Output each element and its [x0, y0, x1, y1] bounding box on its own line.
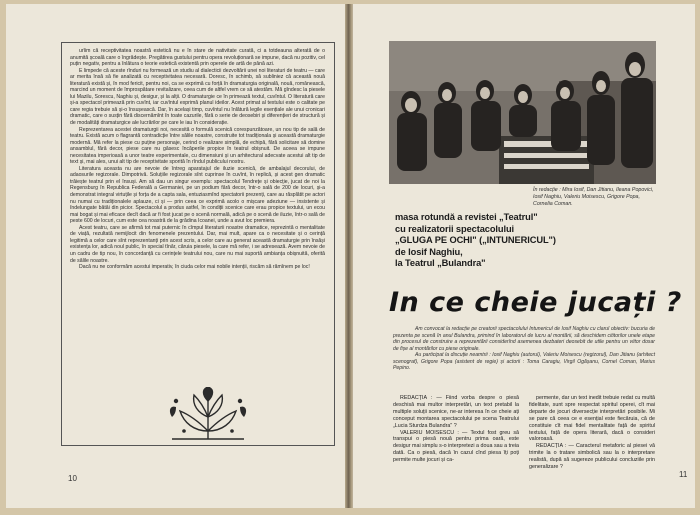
- heading-line: „GLUGA PE OCHI" („INTUNERICUL"): [395, 235, 556, 245]
- column-paragraph: VALERIU MOISESCU : — Textul fost greu să transpui o piesă nouă pentru prima oară, este desigur mai simplu s-o interpretezi a doua sau a treia dată. Ca o piesă, dacă în cazul cînd piesa îți poți permite multe jocuri și ca-: [393, 429, 519, 464]
- left-paragraph: Acest teatru, care se afirmă tot mai puternic în cîmpul literaturii noastre dramatice, reprezintă o mentalitate de viață, rezultată nemijlocit din fenomenele prezentului. Dar, mai mult, apare ca o necesitate și o cerință legitimă a celor care sînt reprezentanți prin acest scris, a celor care au generat această dramaturgie prin însăși existența lor, adică noul public, în special tînăr, căruia piesele, la care mă refer, i se adresează. Avem nevoie de un cadru de tip nou, în concordanță cu cerințele teatrului nou, care nu mai suportă ambianța obișnuită, oferită de sălile noastre.: [70, 224, 325, 264]
- book-gutter: [345, 4, 352, 508]
- left-paragraph: urîim că receptivitatea noastră estetică nu e în stare de nativitate curată, ci a totdeauna alterată de o anumită școală care o îngrădește. Pregătirea gustului pentru opera revoluționară se impune, dacă nu pozitiv, cel puțin negativ, pentru a înlătura o teorie estetică existentă prin operele de artă de până azi.: [70, 48, 325, 68]
- column-paragraph: REDACȚIA : — Fiind vorba despre o piesă deschisă mai multor interpretări, un text pretabil la multiple soluții scenice, ne-ar interesa în ce cheie ați conceput montarea spectacolului pe scena Teatrului „Lucia Sturdza Bulandra" ?: [393, 395, 519, 429]
- heading-line: la Teatrul „Bulandra": [395, 258, 486, 268]
- article-column-left: [393, 395, 519, 473]
- group-photo-image: [389, 41, 656, 184]
- right-page: [352, 4, 695, 508]
- left-page: [6, 4, 346, 508]
- floral-ornament-icon: [164, 387, 252, 442]
- heading-line: de Iosif Naghiu,: [395, 246, 463, 257]
- intro-paragraph: Am convocat la redacție pe creatorii spectacolului Intunericul de Iosif Naghiu cu clarul obiectiv: bucuria de prezenta pe scenă în anul Bulandra, primind în laboratorul de lucru al montării, să deschidem cititorilor unele etape din procesul de construire a reprezentării considerînd asemenea dezbateri deosebit de utile pentru un viitor dosar de fișe al montărilor cu piese originale.: [393, 326, 655, 352]
- left-paragraph: Dacă nu ne conformăm acestui imperativ, în ciuda celor mai nobile intenții, riscăm să rămînem pe loc!: [79, 264, 310, 271]
- left-paragraph: E limpede că aceste rînduri nu formează un studiu al dialecticii dezvoltării unei noi literaturi de teatru — care ar merita însă să fie analizată cu receptivitatea necesară. Doresc, în schimb, să subliniez că această nouă literatură există și, în mod fericit, pentru noi, ca se exprimă cu forță în dramaturgia originală, nouă, românească, marcind un moment de împrospătare revitalizare, ceea cum de altfel vrem ce să atestăm. Mă gîndesc la piesele lui Mazilu, Sorescu, Naghiu și, desigur, și la alții. O dramaturgie ce în primează textul, cuvîntul. O literatură care și-a spectacol primează prin cuvînt, iar cuvîntul exprimă planul ideilor. Acest primat al textului este o calitate pe care regia trebuie să și-o însușească. Dar, în același timp, cuvîntul nu înlătură legile esențiale ale unui cronicari dramatic, care o susțin fără discernămînt în toate cazurile, fără o serie de deosebiri și diferențieri de structură și de modalități dramaturgice ale lucrărilor pe care le iau în considerație.: [70, 67, 325, 127]
- left-article-text: [70, 48, 325, 386]
- left-paragraph: Reprezentarea acestei dramaturgii noi, necesită o formulă scenică corespunzătoare, un nou tip de sală de teatru. Există acum o flagrantă contradicție între sălile noastre, construite tot tradiționala și această dramaturgie modernă. Mă refer la piese cu puține personaje, cerind o realizare simplă, de echipă, fără solicitare să domine ansamblul, fără decor, piese care nu găsesc încăperile propice în teatrul obișnuit. De aceea se impune necesitatea imperioasă a unor teatre experimentale, cu dimensiuni și un arhitectural adecvate acestui alt tip de text și, mai ales, unui alt tip de receptivitate sporită în rîndul publicului nostru.: [70, 126, 325, 166]
- page-number: 11: [679, 470, 688, 479]
- page-number: 10: [68, 474, 77, 483]
- column-paragraph: REDACȚIA : — Caracterul metaforic al piesei vă trimite la o tratare simbolică sau la o interpretare realistă, după să sugereze publicului concluziile prin generalizare ?: [529, 443, 655, 471]
- article-intro: [393, 326, 655, 372]
- intro-paragraph: Au participat la discuție neamtrii : Iosif Naghiu (autorul), Valeriu Moisescu (regizorul), Dan Jitianu (arhitect scenograf), Grigore Popa (asistent de regie) și actorii : Toma Caragiu, Virgil Ogășanu, Cornel Coman, Marius Pepino.: [393, 352, 655, 371]
- article-heading: [395, 212, 595, 270]
- photo-caption: În redacție : Mira Iosif, Dan Jitianu, Ileana Popovici, Iosif Naghiu, Valeriu Moisescu, Grigore Popa, Cornelia Coman.: [533, 187, 654, 207]
- left-paragraph: Literatura aceasta nu are nevoie de întreg aparatajul de iluzie scenică, de ambalajul decorului, de adaosurile regizorale. Dimpotrivă. Soluțiile regizorale sînt cuprinse în cuvînt, în replică, și acest gen dramatic trăiește teatrul prin el însuși. Am să dau un singur exemplu: spectacolul Tendrețe și obiecție, jucat de noi la Regensburg în Republica Federală a Germaniei, pe un podium fără decor, într-o sală de 200 de locuri, și-a demonstrat integral virtuțile și forța de a capta sala, entuziasmînd spectatorii prezenți, care au răsplătit pe actori nu numai cu tradiționalele aplauze, ci și — prin ceea ce exprimă acolo o mișcare adeziune — insistente și îndelungate bătăi din picior. Spectacolul a produs astfel, în condiții scenice care erau propice textului, un ecou mai bogat și mai eficace decît dacă ar fi fost jucat pe o scenă normală, adică pe o scenă de iluzie, într-o sală de peste 600 de locuri, cum este cea noastră de la grădina Icoanei, unde a avut loc premiera.: [70, 165, 325, 225]
- article-column-right: [529, 395, 655, 473]
- column-paragraph: permente, dar un text inedit trebuie redat cu multă fidelitate, sunt spre respectat spiritul operei, cît mai departe de jocuri diversecție interpretări posibile. Mi se pare că ceea ce e esențial este fiecăruia, că de constituie cît mai fidel mentalitate față de spiritul textului, față de opera literară, dacă o consideri valoroasă.: [529, 395, 655, 443]
- heading-line: masa rotundă a revistei „Teatrul": [395, 212, 538, 222]
- heading-line: cu realizatorii spectacolului: [395, 223, 515, 234]
- article-title: In ce cheie jucați ?: [389, 287, 682, 318]
- group-photo: [389, 41, 656, 184]
